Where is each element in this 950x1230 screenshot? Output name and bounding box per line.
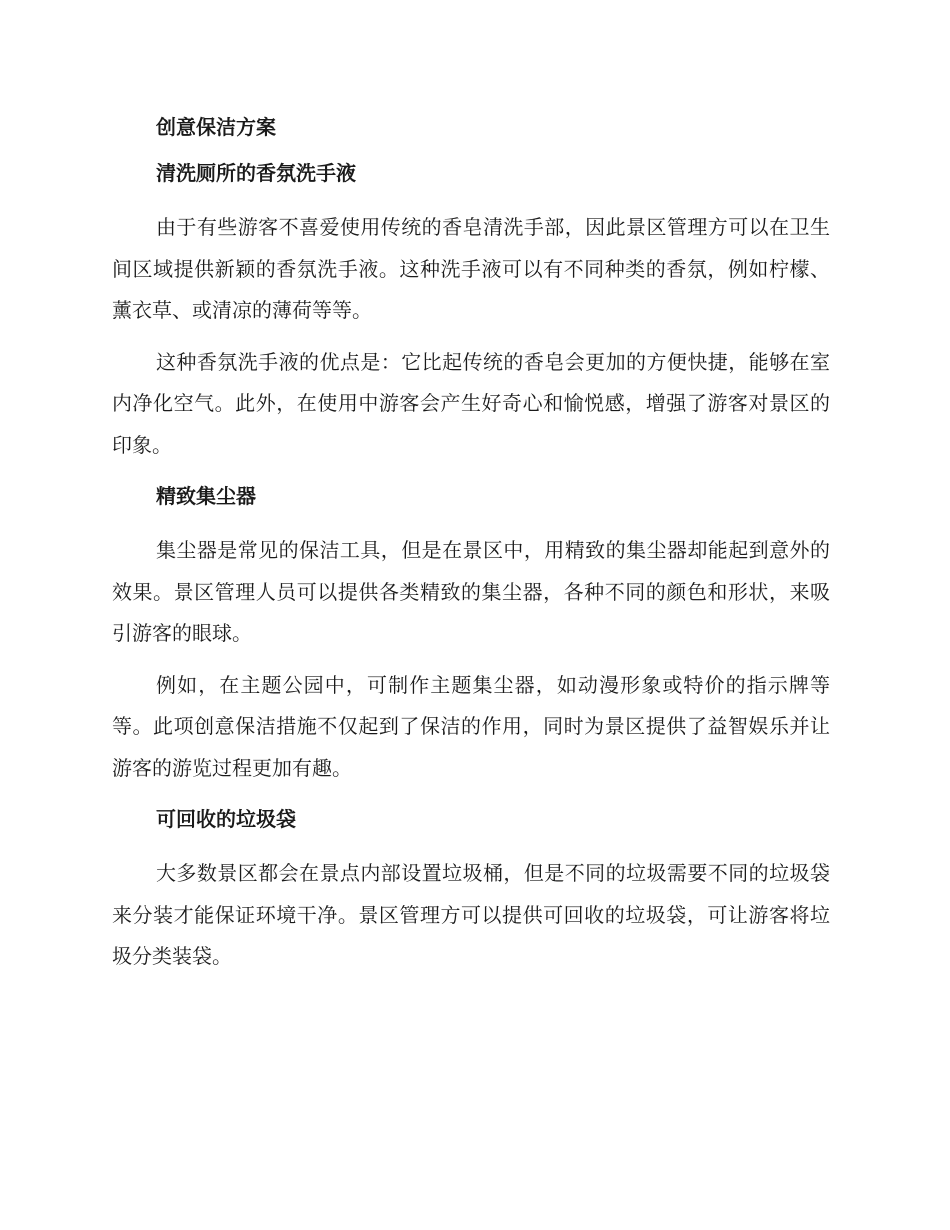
paragraph: 大多数景区都会在景点内部设置垃圾桶，但是不同的垃圾需要不同的垃圾袋来分装才能保证环境干净。景区管理方可以提供可回收的垃圾袋，可让游客将垃圾分类装袋。 — [112, 861, 830, 968]
paragraph: 由于有些游客不喜爱使用传统的香皂清洗手部，因此景区管理方可以在卫生间区域提供新颖的香氛洗手液。这种洗手液可以有不同种类的香氛，例如柠檬、薰衣草、或清凉的薄荷等等。 — [112, 215, 830, 322]
section-heading: 精致集尘器 — [156, 484, 256, 508]
paragraph: 例如，在主题公园中，可制作主题集尘器，如动漫形象或特价的指示牌等等。此项创意保洁措施不仅起到了保洁的作用，同时为景区提供了益智娱乐并让游客的游览过程更加有趣。 — [112, 672, 830, 780]
section-heading: 可回收的垃圾袋 — [156, 807, 296, 831]
document-title: 创意保洁方案 — [156, 115, 276, 139]
section-heading: 清洗厕所的香氛洗手液 — [156, 161, 356, 185]
paragraph: 这种香氛洗手液的优点是：它比起传统的香皂会更加的方便快捷，能够在室内净化空气。此外，在使用中游客会产生好奇心和愉悦感，增强了游客对景区的印象。 — [112, 349, 830, 457]
section-fragrance-handwash — [112, 153, 830, 466]
document-page — [112, 107, 830, 988]
section-dust-collector — [112, 476, 830, 789]
section-recyclable-bags — [112, 799, 830, 978]
paragraph: 集尘器是常见的保洁工具，但是在景区中，用精致的集尘器却能起到意外的效果。景区管理人员可以提供各类精致的集尘器，各种不同的颜色和形状，来吸引游客的眼球。 — [112, 538, 830, 645]
